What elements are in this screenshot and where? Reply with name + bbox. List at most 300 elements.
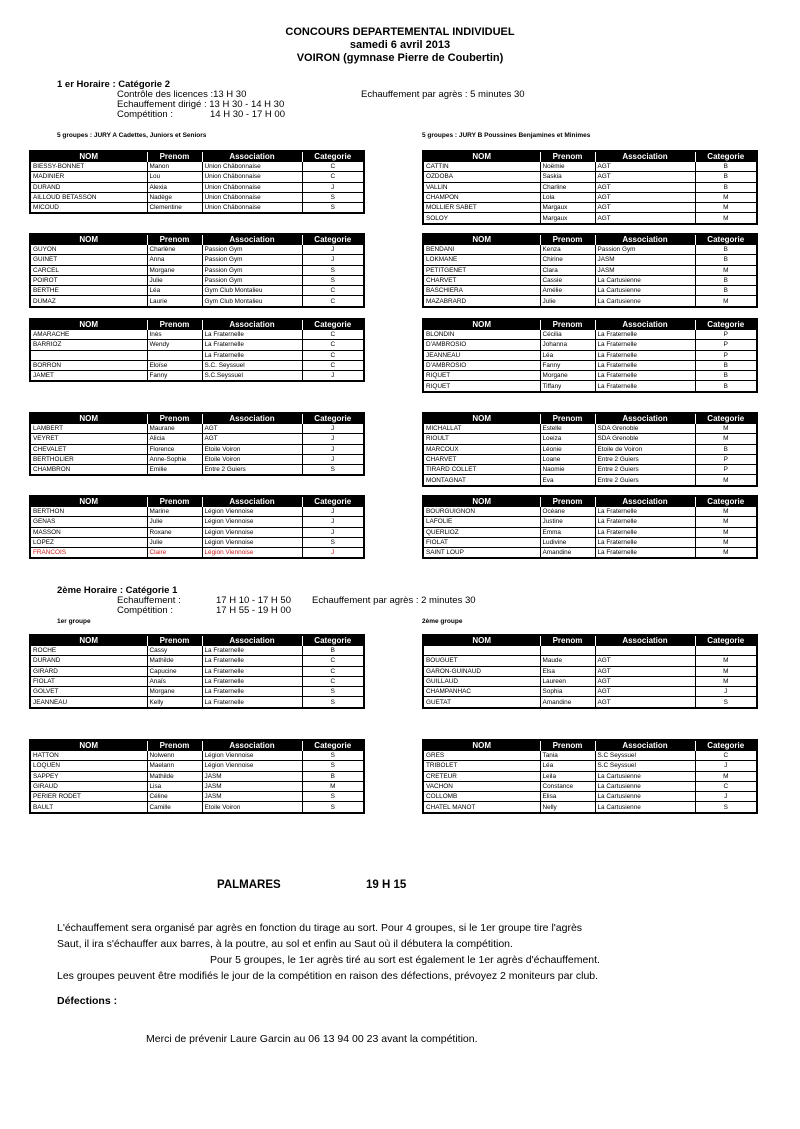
column-header-association: Association bbox=[202, 234, 302, 245]
cell-nom: CATTIN bbox=[423, 162, 540, 172]
table-row bbox=[423, 666, 757, 676]
column-header-nom: NOM bbox=[30, 740, 147, 751]
table-header-row bbox=[30, 740, 364, 751]
cell-nom: DURAND bbox=[30, 182, 147, 192]
cell-categorie: C bbox=[302, 286, 364, 296]
table-row bbox=[423, 802, 757, 813]
cell-nom: COLLOMB bbox=[423, 792, 540, 802]
column-header-prenom: Prenom bbox=[540, 740, 595, 751]
table-row bbox=[423, 444, 757, 454]
table-row bbox=[30, 751, 364, 761]
column-header-prenom: Prenom bbox=[147, 635, 202, 646]
column-header-nom: NOM bbox=[423, 635, 540, 646]
cell-nom: DUMAZ bbox=[30, 296, 147, 307]
cell-association: La Fraternelle bbox=[595, 360, 695, 370]
cell-categorie: M bbox=[695, 475, 757, 486]
cell-categorie: C bbox=[302, 656, 364, 666]
cell-association: JASM bbox=[595, 255, 695, 265]
cell-prenom: Charlène bbox=[147, 245, 202, 255]
cell-prenom: Léa bbox=[147, 286, 202, 296]
cell-nom: CHEVALET bbox=[30, 444, 147, 454]
cell-association: AGT bbox=[595, 656, 695, 666]
cell-association: La Fraternelle bbox=[595, 350, 695, 360]
cell-prenom: Cécilia bbox=[540, 330, 595, 340]
column-header-association: Association bbox=[202, 496, 302, 507]
cell-prenom: Naomie bbox=[540, 465, 595, 475]
cell-nom: BARRIOZ bbox=[30, 340, 147, 350]
cell-prenom: Constance bbox=[540, 781, 595, 791]
cell-prenom: Loane bbox=[540, 454, 595, 464]
cell-nom bbox=[30, 350, 147, 360]
cell-prenom: Ludivine bbox=[540, 537, 595, 547]
table-row bbox=[423, 360, 757, 370]
cell-association: Union Chäbonnaise bbox=[202, 203, 302, 214]
schedule-2-warmup-label: Echauffement : bbox=[117, 595, 181, 606]
table-header-row bbox=[30, 496, 364, 507]
cell-categorie: C bbox=[302, 676, 364, 686]
cell-association: Etoile Voiron bbox=[202, 454, 302, 464]
cell-categorie: S bbox=[302, 802, 364, 813]
schedule-2-warmup-time: 17 H 10 - 17 H 50 bbox=[216, 595, 291, 606]
table-row bbox=[423, 286, 757, 296]
cell-prenom: Lou bbox=[147, 172, 202, 182]
cell-prenom bbox=[540, 646, 595, 656]
cell-categorie: J bbox=[695, 761, 757, 771]
table-row bbox=[30, 454, 364, 464]
note-line-3: Pour 5 groupes, le 1er agrès tiré au sort est également le 1er agrès d'échauffement. bbox=[210, 954, 600, 966]
cell-prenom: Morgane bbox=[147, 265, 202, 275]
table-row bbox=[423, 265, 757, 275]
cell-association: La Cartusienne bbox=[595, 296, 695, 307]
cell-nom: SAINT LOUP bbox=[423, 548, 540, 559]
cell-association: La Cartusienne bbox=[595, 275, 695, 285]
table-row bbox=[30, 761, 364, 771]
cell-association: Passion Gym bbox=[202, 265, 302, 275]
cell-nom: LAFOLIE bbox=[423, 517, 540, 527]
table-row bbox=[423, 203, 757, 213]
cell-nom: GIRAUD bbox=[30, 781, 147, 791]
cell-association: AGT bbox=[595, 687, 695, 697]
cell-nom: BERTHE bbox=[30, 286, 147, 296]
group-table bbox=[422, 412, 758, 487]
column-header-association: Association bbox=[595, 496, 695, 507]
cell-nom: GUETAT bbox=[423, 697, 540, 708]
table-header-row bbox=[423, 319, 757, 330]
table-row bbox=[30, 286, 364, 296]
group-table bbox=[29, 318, 365, 382]
cell-nom: FIOLAT bbox=[30, 676, 147, 686]
cell-categorie: C bbox=[302, 296, 364, 307]
column-header-nom: NOM bbox=[30, 413, 147, 424]
cell-categorie: B bbox=[302, 646, 364, 656]
table-row bbox=[30, 687, 364, 697]
cell-prenom: Eloïse bbox=[147, 360, 202, 370]
group-table bbox=[29, 634, 365, 709]
cell-categorie: B bbox=[695, 360, 757, 370]
column-header-nom: NOM bbox=[423, 319, 540, 330]
column-header-nom: NOM bbox=[423, 234, 540, 245]
cell-nom: GUILLAUD bbox=[423, 676, 540, 686]
table-row bbox=[30, 656, 364, 666]
table-row bbox=[423, 213, 757, 224]
defections-heading: Défections : bbox=[57, 995, 118, 1007]
cell-association: La Fraternelle bbox=[202, 676, 302, 686]
cell-prenom: Cassie bbox=[540, 275, 595, 285]
cell-prenom: Clara bbox=[540, 265, 595, 275]
cell-nom: PETITGENET bbox=[423, 265, 540, 275]
cell-prenom: Julie bbox=[147, 275, 202, 285]
cell-association: La Fraternelle bbox=[202, 646, 302, 656]
cell-prenom: Eva bbox=[540, 475, 595, 486]
table-row bbox=[30, 697, 364, 708]
table-row bbox=[30, 424, 364, 434]
schedule-2-apparatus-warmup: Echauffement par agrès : 2 minutes 30 bbox=[312, 595, 476, 606]
cell-prenom: Léonie bbox=[540, 444, 595, 454]
column-header-categorie: Categorie bbox=[302, 635, 364, 646]
table-row bbox=[423, 507, 757, 517]
table-row bbox=[423, 296, 757, 307]
cell-association: Union Chäbonnaise bbox=[202, 162, 302, 172]
cell-prenom: Saskia bbox=[540, 172, 595, 182]
cell-categorie: S bbox=[302, 203, 364, 214]
cell-categorie: M bbox=[695, 656, 757, 666]
cell-categorie: M bbox=[695, 517, 757, 527]
cell-prenom: Anaïs bbox=[147, 676, 202, 686]
cell-categorie: S bbox=[302, 275, 364, 285]
cell-association: Gym Club Montalieu bbox=[202, 286, 302, 296]
cell-categorie: J bbox=[302, 527, 364, 537]
cell-prenom: Leila bbox=[540, 771, 595, 781]
table-header-row bbox=[30, 413, 364, 424]
column-header-prenom: Prenom bbox=[147, 234, 202, 245]
cell-association: La Fraternelle bbox=[202, 330, 302, 340]
column-header-categorie: Categorie bbox=[302, 496, 364, 507]
table-header-row bbox=[30, 635, 364, 646]
table-row bbox=[423, 465, 757, 475]
table-row bbox=[423, 656, 757, 666]
cell-categorie: S bbox=[302, 761, 364, 771]
column-header-association: Association bbox=[595, 151, 695, 162]
cell-nom: ROCHE bbox=[30, 646, 147, 656]
schedule-2-competition-time: 17 H 55 - 19 H 00 bbox=[216, 605, 291, 616]
column-header-nom: NOM bbox=[30, 496, 147, 507]
cell-association: La Fraternelle bbox=[595, 330, 695, 340]
cell-nom: BAULT bbox=[30, 802, 147, 813]
cell-association: SDA Grenoble bbox=[595, 424, 695, 434]
cell-association: La Fraternelle bbox=[202, 656, 302, 666]
table-row bbox=[423, 475, 757, 486]
title-venue: VOIRON (gymnase Pierre de Coubertin) bbox=[296, 52, 504, 64]
cell-categorie: J bbox=[302, 517, 364, 527]
cell-categorie: S bbox=[302, 697, 364, 708]
cell-association: La Fraternelle bbox=[202, 340, 302, 350]
cell-nom: CHAMPANHAC bbox=[423, 687, 540, 697]
table-row bbox=[423, 434, 757, 444]
table-row bbox=[30, 203, 364, 214]
cell-association: AGT bbox=[595, 162, 695, 172]
cell-nom: CARCEL bbox=[30, 265, 147, 275]
cell-prenom: Elsa bbox=[540, 666, 595, 676]
schedule-2-competition-label: Compétition : bbox=[117, 605, 173, 616]
cell-categorie: C bbox=[302, 350, 364, 360]
cell-prenom: Morgane bbox=[147, 687, 202, 697]
column-header-categorie: Categorie bbox=[302, 413, 364, 424]
cell-association: La Fraternelle bbox=[595, 548, 695, 559]
cell-association: La Fraternelle bbox=[595, 381, 695, 392]
column-header-categorie: Categorie bbox=[695, 635, 757, 646]
cell-nom: OZDOBA bbox=[423, 172, 540, 182]
cell-nom: TIRARD COLLET bbox=[423, 465, 540, 475]
cell-association: La Fraternelle bbox=[202, 666, 302, 676]
cell-nom: MICOUD bbox=[30, 203, 147, 214]
cell-association: Légion Viennoise bbox=[202, 507, 302, 517]
cell-association: Entre 2 Guiers bbox=[595, 454, 695, 464]
cell-nom: D'AMBROSIO bbox=[423, 360, 540, 370]
cell-categorie: M bbox=[695, 537, 757, 547]
table-row bbox=[423, 340, 757, 350]
cell-nom: BERTHON bbox=[30, 507, 147, 517]
cell-association: Union Chäbonnaise bbox=[202, 172, 302, 182]
cell-categorie: B bbox=[302, 771, 364, 781]
cell-categorie: B bbox=[695, 245, 757, 255]
table-row bbox=[30, 275, 364, 285]
table-row bbox=[30, 537, 364, 547]
cell-association: La Fraternelle bbox=[595, 507, 695, 517]
cell-nom: PERIER RODET bbox=[30, 792, 147, 802]
column-header-prenom: Prenom bbox=[147, 413, 202, 424]
cell-association: AGT bbox=[595, 213, 695, 224]
table-row bbox=[423, 424, 757, 434]
cell-association: SDA Grenoble bbox=[595, 434, 695, 444]
cell-nom: QUERLIOZ bbox=[423, 527, 540, 537]
cell-prenom: Cassy bbox=[147, 646, 202, 656]
table-row bbox=[30, 434, 364, 444]
cell-nom: AMARACHE bbox=[30, 330, 147, 340]
group-table bbox=[29, 739, 365, 814]
cell-association: JASM bbox=[202, 771, 302, 781]
column-header-association: Association bbox=[595, 413, 695, 424]
cell-categorie: B bbox=[695, 162, 757, 172]
column-header-nom: NOM bbox=[30, 635, 147, 646]
cell-nom: JAMET bbox=[30, 371, 147, 382]
cell-association: AGT bbox=[595, 172, 695, 182]
cell-association: Légion Viennoise bbox=[202, 761, 302, 771]
table-row bbox=[30, 444, 364, 454]
cell-nom: CHATEL MANOT bbox=[423, 802, 540, 813]
cell-prenom: Kenza bbox=[540, 245, 595, 255]
group-table bbox=[422, 233, 758, 308]
cell-association: AGT bbox=[202, 424, 302, 434]
table-row bbox=[30, 182, 364, 192]
table-row bbox=[30, 527, 364, 537]
cell-nom: GRES bbox=[423, 751, 540, 761]
cell-association: Entre 2 Guiers bbox=[595, 465, 695, 475]
palmares-label: PALMARES bbox=[217, 879, 281, 891]
column-header-nom: NOM bbox=[30, 234, 147, 245]
cell-categorie: B bbox=[695, 371, 757, 381]
cell-categorie: M bbox=[695, 213, 757, 224]
cell-categorie: J bbox=[302, 548, 364, 559]
cell-nom: BIESSY-BONNET bbox=[30, 162, 147, 172]
table-row bbox=[423, 172, 757, 182]
column-header-categorie: Categorie bbox=[695, 496, 757, 507]
table-row bbox=[30, 265, 364, 275]
cell-prenom: Marine bbox=[147, 507, 202, 517]
table-row bbox=[30, 646, 364, 656]
cell-categorie: S bbox=[302, 265, 364, 275]
cell-categorie: J bbox=[695, 687, 757, 697]
group-table bbox=[29, 412, 365, 476]
column-header-categorie: Categorie bbox=[695, 234, 757, 245]
column-header-prenom: Prenom bbox=[540, 413, 595, 424]
cell-association: JASM bbox=[595, 265, 695, 275]
cell-association: Etoile Voiron bbox=[202, 444, 302, 454]
column-header-prenom: Prenom bbox=[540, 319, 595, 330]
table-header-row bbox=[423, 413, 757, 424]
cell-prenom: Anne-Sophie bbox=[147, 454, 202, 464]
cell-nom: GUINET bbox=[30, 255, 147, 265]
cell-nom: GOLVET bbox=[30, 687, 147, 697]
cell-prenom: Camille bbox=[147, 802, 202, 813]
column-header-prenom: Prenom bbox=[147, 319, 202, 330]
cell-categorie: C bbox=[302, 340, 364, 350]
cell-prenom: Florence bbox=[147, 444, 202, 454]
cell-prenom: Mathilde bbox=[147, 771, 202, 781]
cell-categorie: J bbox=[302, 454, 364, 464]
table-row bbox=[30, 162, 364, 172]
cell-prenom: Capucine bbox=[147, 666, 202, 676]
cell-prenom: Maude bbox=[540, 656, 595, 666]
cell-prenom: Tiffany bbox=[540, 381, 595, 392]
cell-categorie: S bbox=[302, 192, 364, 202]
cell-association: Etoile Voiron bbox=[202, 802, 302, 813]
cell-prenom: Nolwenn bbox=[147, 751, 202, 761]
cell-nom: BASCHIERA bbox=[423, 286, 540, 296]
cell-nom: MARCOUX bbox=[423, 444, 540, 454]
table-header-row bbox=[423, 635, 757, 646]
cell-nom: HATTON bbox=[30, 751, 147, 761]
cell-categorie: M bbox=[695, 548, 757, 559]
column-header-categorie: Categorie bbox=[302, 151, 364, 162]
cell-categorie: J bbox=[302, 507, 364, 517]
cell-prenom: Noëmie bbox=[540, 162, 595, 172]
cell-prenom: Elisa bbox=[540, 792, 595, 802]
cell-prenom: Anna bbox=[147, 255, 202, 265]
table-row bbox=[423, 182, 757, 192]
column-header-prenom: Prenom bbox=[147, 496, 202, 507]
cell-categorie: J bbox=[695, 792, 757, 802]
cell-prenom: Roxane bbox=[147, 527, 202, 537]
table-header-row bbox=[423, 496, 757, 507]
cell-nom: POIROT bbox=[30, 275, 147, 285]
table-header-row bbox=[30, 151, 364, 162]
cell-nom: BORRON bbox=[30, 360, 147, 370]
cell-nom: AILLOUD BETASSON bbox=[30, 192, 147, 202]
cell-nom: BOURGUIGNON bbox=[423, 507, 540, 517]
table-row bbox=[423, 275, 757, 285]
table-row bbox=[423, 697, 757, 708]
table-row bbox=[30, 350, 364, 360]
schedule-1-licences: Contrôle des licences :13 H 30 bbox=[117, 89, 247, 100]
group-table bbox=[422, 495, 758, 559]
cell-association: AGT bbox=[202, 434, 302, 444]
cell-association: Légion Viennoise bbox=[202, 537, 302, 547]
cell-prenom: Julie bbox=[540, 296, 595, 307]
cell-prenom: Fanny bbox=[540, 360, 595, 370]
group-table bbox=[422, 634, 758, 709]
cell-association: JASM bbox=[202, 792, 302, 802]
table-header-row bbox=[30, 319, 364, 330]
column-header-association: Association bbox=[595, 319, 695, 330]
cell-categorie: P bbox=[695, 340, 757, 350]
cell-nom: DURAND bbox=[30, 656, 147, 666]
cell-categorie: M bbox=[695, 676, 757, 686]
note-line-4: Les groupes peuvent être modifiés le jour de la compétition en raison des défections, prévoyez 2 moniteurs par club. bbox=[57, 970, 599, 982]
table-row bbox=[423, 330, 757, 340]
table-row bbox=[423, 781, 757, 791]
table-row bbox=[30, 172, 364, 182]
cell-categorie: M bbox=[695, 265, 757, 275]
table-row bbox=[30, 676, 364, 686]
table-row bbox=[30, 245, 364, 255]
cell-association: La Fraternelle bbox=[595, 537, 695, 547]
cell-prenom: Nadège bbox=[147, 192, 202, 202]
table-row bbox=[423, 162, 757, 172]
cell-categorie: C bbox=[302, 330, 364, 340]
cell-categorie: P bbox=[695, 454, 757, 464]
cell-association: Légion Viennoise bbox=[202, 751, 302, 761]
cell-prenom: Maurane bbox=[147, 424, 202, 434]
table-row bbox=[30, 255, 364, 265]
cell-nom: MICHALLAT bbox=[423, 424, 540, 434]
title-date: samedi 6 avril 2013 bbox=[349, 39, 451, 51]
table-row bbox=[30, 296, 364, 307]
cell-prenom: Emma bbox=[540, 527, 595, 537]
cell-categorie: B bbox=[695, 444, 757, 454]
cell-nom: VEYRET bbox=[30, 434, 147, 444]
cell-categorie: M bbox=[695, 203, 757, 213]
cell-nom: MONTAGNAT bbox=[423, 475, 540, 486]
cell-categorie: J bbox=[302, 182, 364, 192]
cell-categorie: M bbox=[695, 296, 757, 307]
cell-prenom: Morgane bbox=[540, 371, 595, 381]
cell-prenom: Amélie bbox=[540, 286, 595, 296]
cell-categorie: M bbox=[695, 424, 757, 434]
cell-association: Passion Gym bbox=[202, 245, 302, 255]
cell-categorie: B bbox=[695, 275, 757, 285]
cell-prenom: Mathilde bbox=[147, 656, 202, 666]
table-row bbox=[423, 255, 757, 265]
group-1-label: 1er groupe bbox=[57, 618, 91, 625]
cell-association bbox=[595, 646, 695, 656]
cell-nom: CHARVET bbox=[423, 454, 540, 464]
cell-association: S.C.Seyssuel bbox=[202, 371, 302, 382]
cell-association: Entre 2 Guiers bbox=[595, 475, 695, 486]
cell-association: La Fraternelle bbox=[595, 527, 695, 537]
cell-association: Entre 2 Guiers bbox=[202, 465, 302, 476]
table-row bbox=[423, 771, 757, 781]
cell-categorie: B bbox=[695, 381, 757, 392]
group-table bbox=[422, 150, 758, 225]
cell-association: La Fraternelle bbox=[595, 517, 695, 527]
column-header-nom: NOM bbox=[30, 151, 147, 162]
cell-categorie: J bbox=[302, 434, 364, 444]
cell-categorie: C bbox=[695, 751, 757, 761]
column-header-association: Association bbox=[202, 740, 302, 751]
column-header-categorie: Categorie bbox=[302, 319, 364, 330]
cell-prenom bbox=[147, 350, 202, 360]
cell-association: La Fraternelle bbox=[202, 350, 302, 360]
